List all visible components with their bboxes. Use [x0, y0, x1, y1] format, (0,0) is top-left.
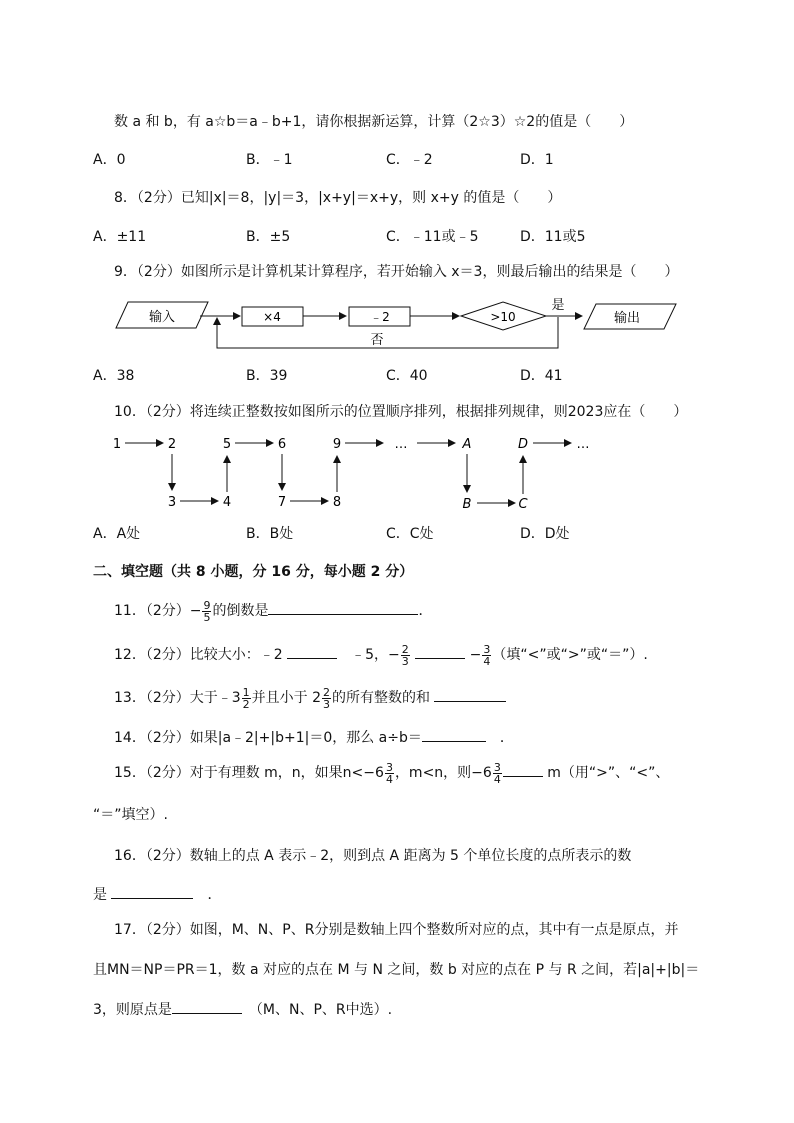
q12-f2-sign: − [469, 647, 482, 663]
flow-yes-label: 是 [551, 298, 565, 313]
section-title: 二、填空题（共 8 小题，分 16 分，每小题 2 分） [93, 564, 414, 580]
point-d: D [517, 437, 529, 452]
point-a: A [462, 437, 472, 452]
q12-f2-den: 4 [483, 654, 491, 668]
q13 [114, 685, 506, 711]
q15 [114, 760, 669, 786]
q12-f2-num: 3 [483, 642, 491, 656]
q17-answer-blank[interactable] [172, 998, 242, 1014]
q15-answer-blank[interactable] [503, 761, 543, 777]
q12 [114, 642, 648, 668]
q16-end: ． [207, 887, 222, 903]
q15-f1-den: 4 [385, 772, 393, 786]
q12-blank-2[interactable] [415, 643, 465, 659]
q11-end: ． [418, 603, 433, 619]
q13-f1-num: 1 [242, 685, 250, 699]
q7-option-a[interactable]: A．0 [93, 152, 126, 168]
q13-prefix: 13．（2分）大于﹣3 [114, 690, 241, 706]
num-4: 4 [222, 495, 232, 510]
q8-option-a[interactable]: A．±11 [93, 229, 147, 245]
flow-input-label: 输入 [148, 310, 176, 325]
q9-option-c[interactable]: C．40 [386, 368, 428, 384]
q17-line2: 且MN＝NP＝PR＝1，数 a 对应的点在 M 与 N 之间，数 b 对应的点在 P 与 R 之间，若|a|+|b|＝ [93, 962, 700, 978]
q10-option-c[interactable]: C．C处 [386, 526, 434, 542]
q10-stem: 10．（2分）将连续正整数按如图所示的位置顺序排列，根据排列规律，则2023应在（ ） [114, 404, 688, 420]
q9-stem: 9．（2分）如图所示是计算机某计算程序，若开始输入 x＝3，则最后输出的结果是（ ） [114, 264, 679, 280]
q12-prefix: 12．（2分）比较大小：﹣2 [114, 647, 283, 663]
q9-option-d[interactable]: D．41 [520, 368, 563, 384]
q13-f1-den: 2 [242, 697, 250, 711]
num-6: 6 [277, 437, 287, 452]
q15-line2: “＝”填空）. [93, 807, 168, 823]
q12-suffix: （填“<”或“>”或“＝”）. [492, 647, 648, 663]
q13-answer-blank[interactable] [434, 686, 506, 702]
q8-option-c[interactable]: C．﹣11或﹣5 [386, 229, 479, 245]
q12-f1-num: 2 [401, 642, 409, 656]
q11-prefix: 11．（2分） [114, 603, 190, 619]
q13-f2-den: 3 [323, 697, 330, 711]
q9-option-b[interactable]: B．39 [246, 368, 288, 384]
num-5: 5 [222, 437, 232, 452]
q10-option-a[interactable]: A．A处 [93, 526, 141, 542]
q8-prefix: 8．（2分）已知 [114, 190, 209, 206]
q10-option-d[interactable]: D．D处 [520, 526, 570, 542]
q12-f1-sign: − [388, 647, 400, 663]
q9-option-a[interactable]: A．38 [93, 368, 135, 384]
q13-fraction-1 [242, 687, 251, 710]
q16-line1: 16．（2分）数轴上的点 A 表示﹣2，则到点 A 距离为 5 个单位长度的点所表示的数 [114, 848, 632, 864]
q17-prefix: 3，则原点是 [93, 1002, 172, 1018]
q10-arrangement-diagram [105, 430, 625, 515]
q11-fraction [202, 600, 211, 623]
q8-option-b[interactable]: B．±5 [246, 229, 291, 245]
q17-line1: 17．（2分）如图，M、N、P、R分别是数轴上四个整数所对应的点，其中有一点是原点，并 [114, 922, 679, 938]
q8-text: |x|＝8，|y|＝3，|x+y|＝x+y，则 x+y 的值是（ ） [208, 190, 562, 206]
q11-suffix: 的倒数是 [212, 603, 269, 619]
q14 [114, 726, 514, 748]
q15-f1-num: 3 [385, 760, 393, 774]
q13-mid: 并且小于 2 [251, 690, 321, 706]
point-c: C [518, 497, 528, 512]
q12-fraction-1 [401, 644, 410, 667]
q15-fraction-2 [493, 762, 502, 785]
q13-suffix: 的所有整数的和 [332, 690, 430, 706]
q13-f2-num: 2 [323, 685, 330, 699]
q11-denominator: 5 [203, 610, 211, 624]
q15-fraction-1 [385, 762, 394, 785]
q16-prefix: 是 [93, 887, 107, 903]
flow-no-label: 否 [370, 333, 384, 348]
q16-line2 [93, 883, 221, 905]
q17-suffix: （M、N、P、R中选）. [255, 1002, 393, 1018]
q10-option-b[interactable]: B．B处 [246, 526, 294, 542]
flow-multiply-label: ×4 [263, 310, 281, 324]
q14-answer-blank[interactable] [422, 726, 486, 742]
q12-fraction-2 [482, 644, 491, 667]
num-3: 3 [167, 495, 177, 510]
q15-f2-num: 3 [493, 760, 501, 774]
num-7: 7 [277, 495, 287, 510]
q9-flowchart [110, 296, 680, 356]
num-1: 1 [112, 437, 122, 452]
ellipsis-1: … [394, 437, 408, 452]
flow-condition-label: >10 [490, 310, 516, 324]
flow-output-label: 输出 [613, 311, 641, 326]
q11-answer-blank[interactable] [268, 599, 418, 615]
q12-f1-den: 3 [401, 654, 409, 668]
flow-subtract-label: ﹣2 [370, 310, 390, 324]
q15-suffix: m（用“>”、“<”、 [547, 765, 670, 781]
q11-numerator: 9 [203, 598, 211, 612]
q7-stem: 数 a 和 b，有 a☆b＝a﹣b+1，请你根据新运算，计算（2☆3）☆2的值是（ ） [114, 114, 634, 130]
q8-stem [114, 188, 561, 208]
q15-f2-den: 4 [493, 772, 501, 786]
q11 [114, 598, 432, 624]
q7-option-c[interactable]: C．﹣2 [386, 152, 433, 168]
q13-fraction-2 [322, 687, 331, 710]
q14-end: ． [499, 730, 514, 746]
q11-sign: − [189, 603, 202, 619]
num-8: 8 [332, 495, 342, 510]
q12-blank-1[interactable] [287, 643, 337, 659]
q16-answer-blank[interactable] [111, 883, 193, 899]
num-9: 9 [332, 437, 342, 452]
ellipsis-2: … [576, 437, 590, 452]
q8-option-d[interactable]: D．11或5 [520, 229, 586, 245]
q15-prefix: 15．（2分）对于有理数 m，n，如果n<−6 [114, 765, 384, 781]
point-b: B [462, 497, 472, 512]
q12-mid: ﹣5， [351, 647, 389, 663]
q14-text: 14．（2分）如果|a﹣2|+|b+1|＝0，那么 a÷b＝ [114, 730, 422, 746]
q17-line3 [93, 998, 392, 1020]
q15-mid: ，m<n，则−6 [394, 765, 492, 781]
q7-option-d[interactable]: D．1 [520, 152, 554, 168]
q7-option-b[interactable]: B．﹣1 [246, 152, 293, 168]
num-2: 2 [167, 437, 177, 452]
